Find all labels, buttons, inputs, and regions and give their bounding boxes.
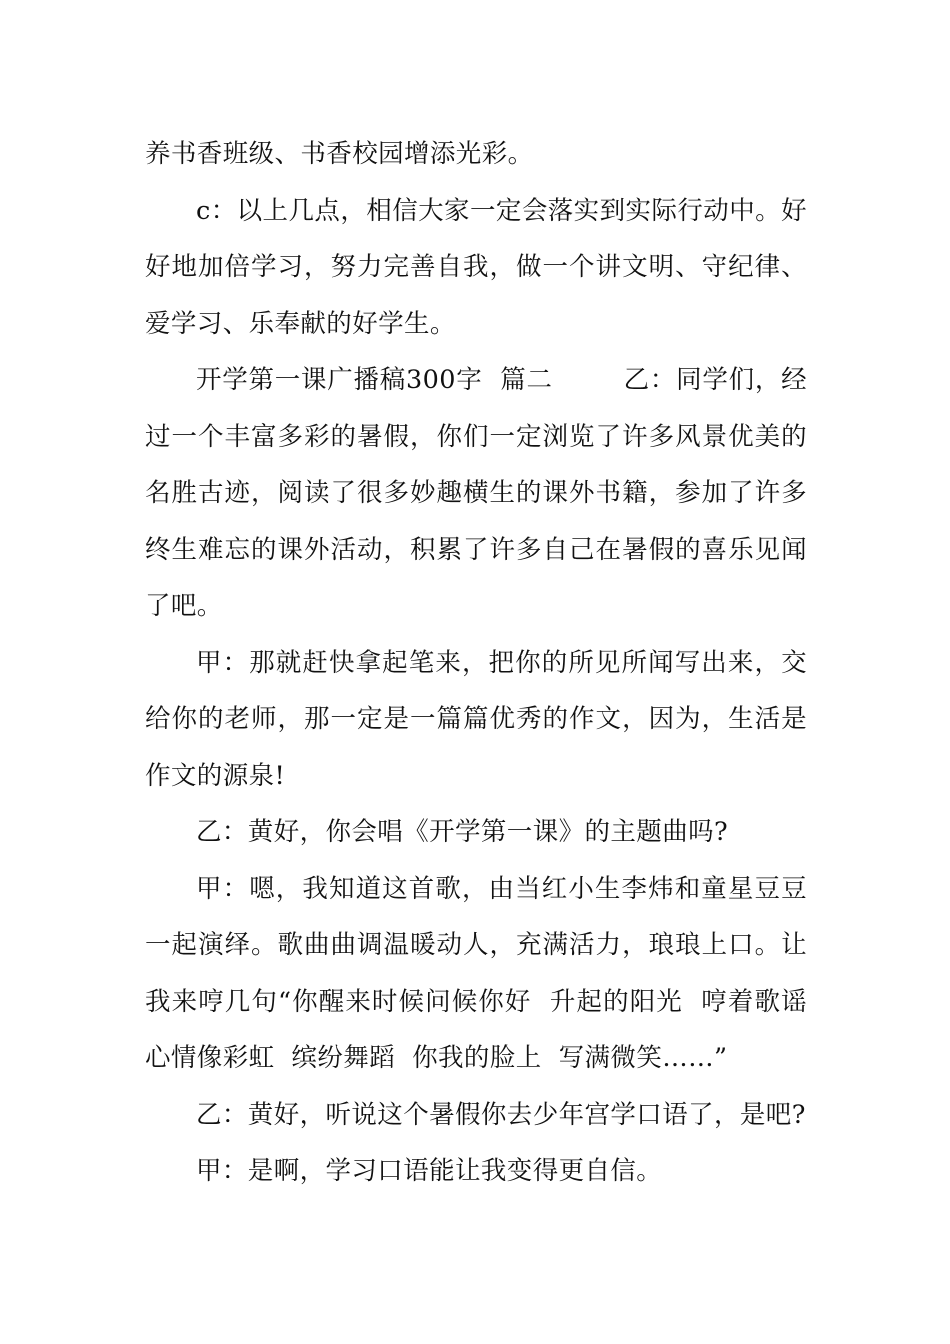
paragraph-8: 甲：是啊，学习口语能让我变得更自信。 — [196, 1156, 663, 1186]
paragraph-1: 养书香班级、书香校园增添光彩。 — [145, 139, 534, 169]
paragraph-2: c：以上几点，相信大家一定会落实到实际行动中。好好地加倍学习，努力完善自我，做一个讲文明、守纪律、爱学习、乐奉献的好学生。 — [145, 195, 807, 339]
paragraph-3: 开学第一课广播稿300字 篇二 乙：同学们，经过一个丰富多彩的暑假，你们一定浏览了许多风景优美的名胜古迹，阅读了很多妙趣横生的课外书籍，参加了许多终生难忘的课外活动，积累了许多自己在暑假的喜乐见闻了吧。 — [145, 365, 807, 621]
document-body — [145, 126, 825, 1200]
paragraph-5: 乙：黄好，你会唱《开学第一课》的主题曲吗? — [196, 817, 729, 847]
paragraph-7: 乙：黄好，听说这个暑假你去少年宫学口语了，是吧? — [196, 1099, 806, 1130]
paragraph-4: 甲：那就赶快拿起笔来，把你的所见所闻写出来，交给你的老师，那一定是一篇篇优秀的作文，因为，生活是作文的源泉! — [145, 647, 807, 791]
paragraph-6: 甲：嗯，我知道这首歌，由当红小生李炜和童星豆豆一起演绎。歌曲曲调温暖动人，充满活力，琅琅上口。让我来哼几句“你醒来时候问候你好 升起的阳光 哼着歌谣 心情像彩虹 缤纷舞蹈 你我的脸上 写满微笑……” — [145, 873, 825, 1073]
